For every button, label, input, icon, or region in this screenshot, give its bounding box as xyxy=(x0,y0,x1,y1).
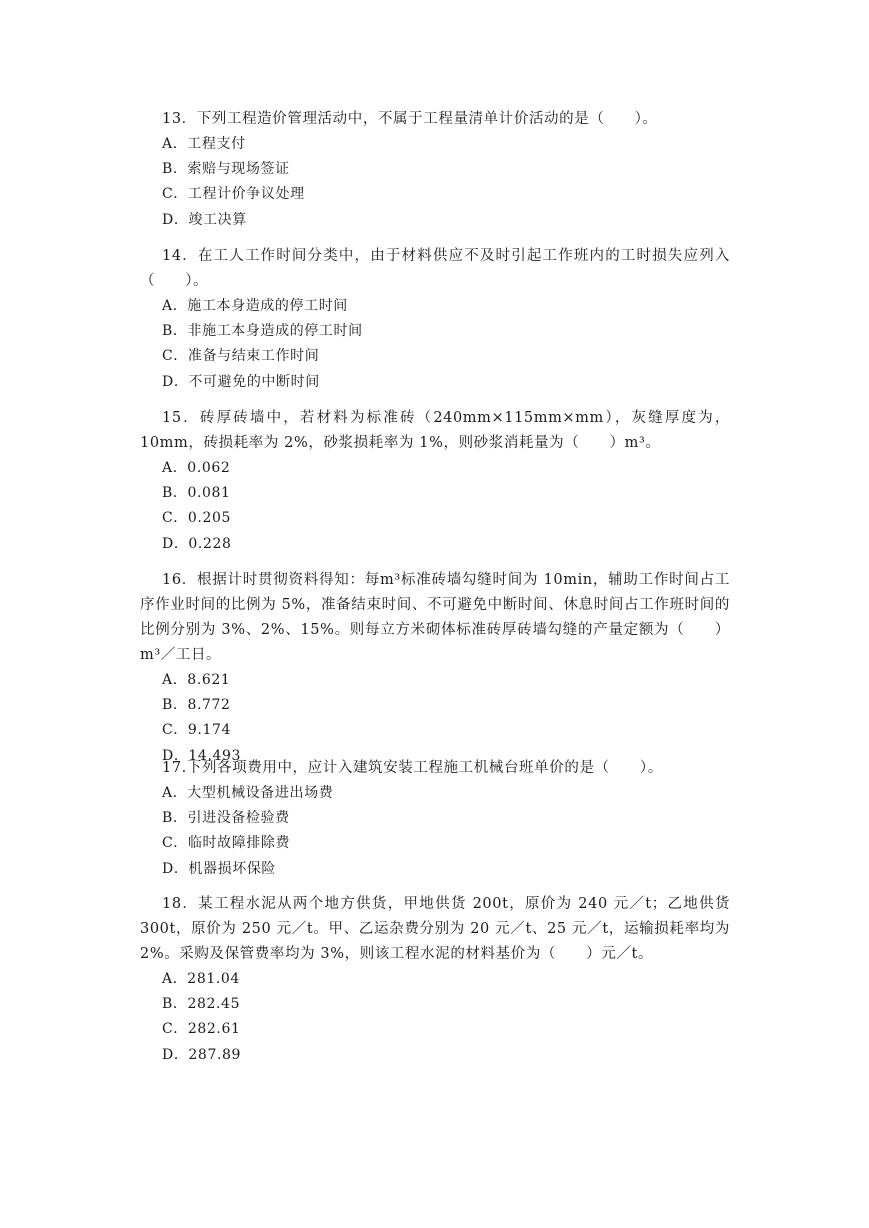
option-d: D．0.228 xyxy=(162,535,232,552)
question-17 xyxy=(140,756,730,882)
option-a: A．0.062 xyxy=(162,460,231,476)
question-16 xyxy=(140,568,730,769)
question-13 xyxy=(140,107,730,233)
question-stem: 15．砖厚砖墙中，若材料为标准砖（240mm×115mm×mm），灰缝厚度为，10mm，砖损耗率为 2%，砂浆损耗率为 1%，则砂浆消耗量为（ ）m³。 xyxy=(140,410,730,451)
question-18 xyxy=(140,892,730,1068)
option-d: D．287.89 xyxy=(162,1046,242,1063)
question-stem: 16．根据计时贯彻资料得知：每m³标准砖墙勾缝时间为 10min，辅助工作时间占工序作业时间的比例为 5%，准备结束时间、不可避免中断时间、休息时间占工作班时间的比例分别为 3%、2%、15%。则每立方米砌体标准砖厚砖墙勾缝的产量定额为（ ）m³／工日。 xyxy=(140,572,730,663)
option-c: C．工程计价争议处理 xyxy=(162,186,305,203)
option-a: A．281.04 xyxy=(162,971,240,987)
option-b: B．引进没备检验费 xyxy=(162,810,290,827)
option-b: B．非施工本身造成的停工时间 xyxy=(162,323,363,340)
question-stem: 13．下列工程造价管理活动中，不属于工程量清单计价活动的是（ ）。 xyxy=(162,111,658,127)
option-c: C．282.61 xyxy=(162,1021,241,1038)
question-15 xyxy=(140,406,730,557)
question-14 xyxy=(140,244,730,395)
option-a: A．施工本身造成的停工时间 xyxy=(162,298,348,314)
option-b: B．0.081 xyxy=(162,485,231,502)
option-d: D．不可避免的中断时间 xyxy=(162,373,320,390)
option-c: C．9.174 xyxy=(162,722,231,739)
option-c: C．临时故障排除费 xyxy=(162,835,291,852)
question-stem: 14．在工人工作时间分类中，由于材料供应不及时引起工作班内的工时损失应列入（ ）。 xyxy=(140,248,730,289)
option-d: D．机器损坏保险 xyxy=(162,860,277,877)
question-stem: 18．某工程水泥从两个地方供货，甲地供货 200t，原价为 240 元／t；乙地供货 300t，原价为 250 元／t。甲、乙运杂费分别为 20 元／t、25 元／t，运输损耗率均为 2%。采购及保管费率均为 3%，则该工程水泥的材料基价为（ ）元／t。 xyxy=(140,896,730,962)
option-a: A．大型机械设备进出场费 xyxy=(162,785,334,801)
question-stem: 17.下列各项费用中，应计入建筑安装工程施工机械台班单价的是（ ）。 xyxy=(162,760,663,776)
option-a: A．工程支付 xyxy=(162,136,246,152)
option-d: D．14.493 xyxy=(162,747,242,764)
option-a: A．8.621 xyxy=(162,672,231,688)
option-b: B．282.45 xyxy=(162,996,241,1013)
option-d: D．竣工决算 xyxy=(162,211,247,228)
option-b: B．索赔与现场签证 xyxy=(162,161,290,178)
option-b: B．8.772 xyxy=(162,697,231,714)
option-c: C．准备与结束工作时间 xyxy=(162,348,320,365)
option-c: C．0.205 xyxy=(162,510,231,527)
